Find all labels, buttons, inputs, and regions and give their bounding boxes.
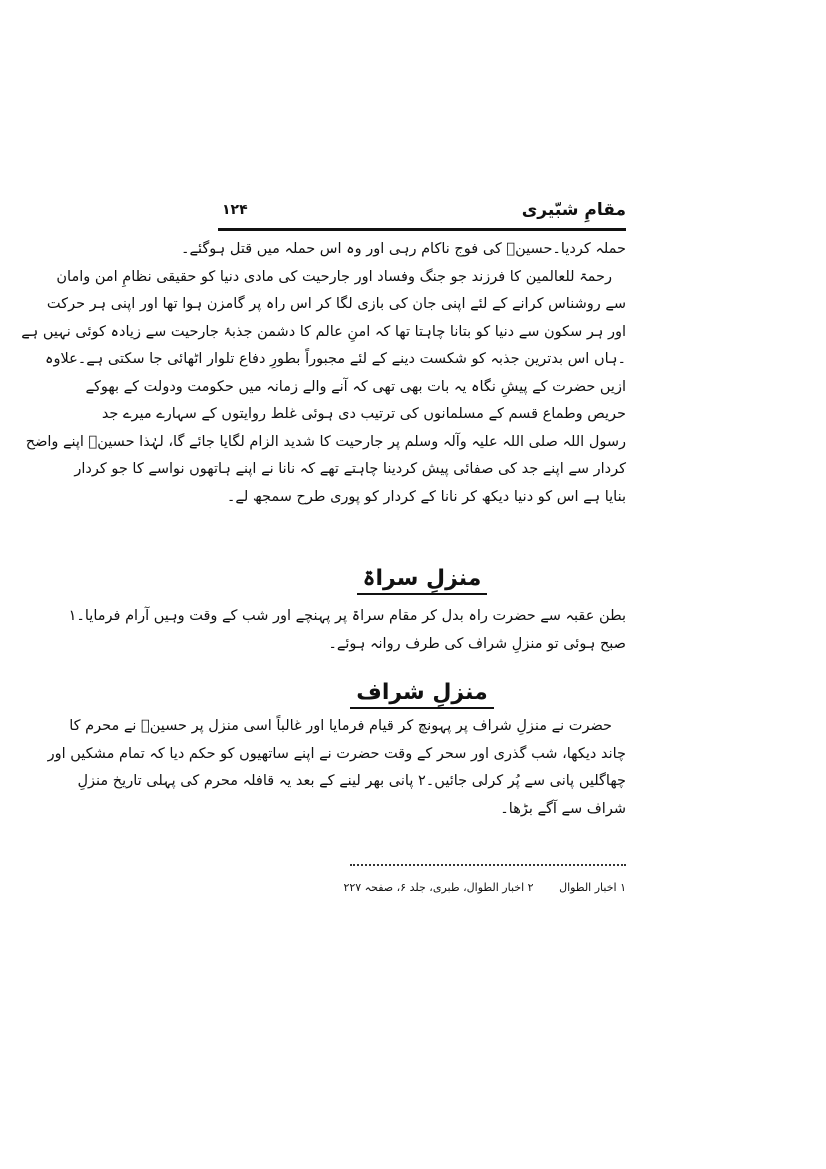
body-line: سے روشناس کرانے کے لئے اپنی جان کی بازی لگا کر اس راہ پر گامزن ہوا تھا اور اپنی ہر حرکت <box>46 296 626 312</box>
section-heading-text: منزلِ شراف <box>350 680 493 709</box>
section-line: چھاگلیں پانی سے پُر کرلی جائیں۔۲ پانی بھر لینے کے بعد یہ قافلہ محرم کی پہلی تاریخ منزلِ <box>77 773 626 789</box>
section-heading-text: منزلِ سراۃ <box>357 566 488 595</box>
section-heading-saraat <box>218 566 626 595</box>
body-line: رسول اللہ صلی اللہ علیہ وآلہ وسلم پر جارحیت کا شدید الزام لگایا جائے گا، لہٰذا حسینؑ اپنے واضح <box>25 433 626 450</box>
footnote-2: ۲ اخبار الطوال، طبری، جلد ۶، صفحہ ۲۲۷ <box>343 881 534 894</box>
section-line: حضرت نے منزلِ شراف پر پہونچ کر قیام فرمایا اور غالباً اسی منزل پر حسینؑ نے محرم کا <box>69 718 612 734</box>
section-line: شراف سے آگے بڑھا۔ <box>500 800 626 817</box>
running-title: مقامِ شبّیری <box>521 200 626 220</box>
footnotes <box>343 881 626 894</box>
body-line: اور ہر سکون سے دنیا کو بتانا چاہتا تھا کہ امنِ عالم کا دشمن جذبۂ جارحیت سے زیادہ کوئی نہیں ہے <box>21 323 626 340</box>
header-rule <box>218 228 626 231</box>
body-line: رحمۃ للعالمین کا فرزند جو جنگ وفساد اور جارحیت کی مادی دنیا کو حقیقی نظامِ امن وامان <box>56 268 612 285</box>
page-header <box>218 196 626 226</box>
footnote-1: ۱ اخبار الطوال <box>559 881 626 894</box>
section-line: چاند دیکھا، شب گذری اور سحر کے وقت حضرت نے اپنے ساتھیوں کو حکم دیا کہ تمام مشکیں اور <box>47 745 626 762</box>
body-line: حریص وطماع قسم کے مسلمانوں کی ترتیب دی ہوئی غلط روایتوں کے سہارے میرے جد <box>101 406 626 422</box>
body-line: کردار سے اپنے جد کی صفائی پیش کردینا چاہتے تھے کہ نانا نے اپنے ہاتھوں نواسے کا جو کردار <box>74 461 626 477</box>
section-line: بطن عقبہ سے حضرت راہ بدل کر مقام سراۃ پر پہنچے اور شب کے وقت وہیں آرام فرمایا۔۱ <box>68 608 626 624</box>
body-paragraphs <box>21 236 626 511</box>
body-line: ازیں حضرت کے پیشِ نگاہ یہ بات بھی تھی کہ آنے والے زمانہ میں حکومت ودولت کے بھوکے <box>85 378 626 395</box>
section-saraat-text <box>68 603 626 658</box>
body-line: بنایا ہے اس کو دنیا دیکھ کر نانا کے کردار کو پوری طرح سمجھ لے۔ <box>226 488 626 505</box>
body-line: حملہ کردیا۔حسینؑ کی فوج ناکام رہی اور وہ اس حملہ میں قتل ہوگئے۔ <box>180 241 626 257</box>
page-number: ۱۲۴ <box>222 202 248 218</box>
section-heading-sharaf <box>218 680 626 709</box>
footnote-separator <box>350 864 626 866</box>
section-sharaf-text <box>47 713 626 823</box>
section-line: صبح ہوئی تو منزلِ شراف کی طرف روانہ ہوئے۔ <box>328 635 626 652</box>
body-line: ۔ہاں اس بدترین جذبہ کو شکست دینے کے لئے مجبوراً بطورِ دفاع تلوار اٹھائی جا سکتی ہے۔علاوہ <box>44 351 626 367</box>
